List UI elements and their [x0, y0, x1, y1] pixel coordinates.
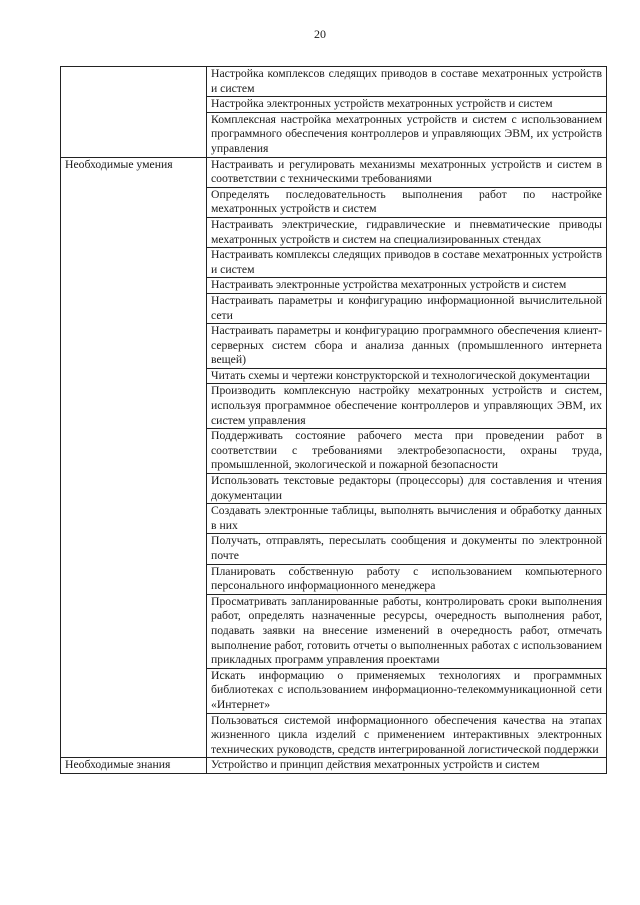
requirement-text: Настройка электронных устройств мехатронных устройств и систем — [211, 97, 553, 111]
requirements-table — [60, 66, 607, 774]
requirement-cell — [207, 97, 607, 113]
requirement-text: Производить комплексную настройку мехатронных устройств и систем, используя программное обеспечение контроллеров и управляющих ЭВМ, их систем управления — [211, 384, 602, 427]
requirement-text: Создавать электронные таблицы, выполнять вычисления и обработку данных в них — [211, 504, 602, 532]
requirement-text: Просматривать запланированные работы, контролировать сроки выполнения работ, определять назначенные ресурсы, очередность выполнения работ, подавать заявки на внесение изменений в очередность работ, отмечать выполнение работ, готовить отчеты о выполненных работах с использованием прикладных программ управления проектами — [211, 594, 602, 667]
requirement-cell — [207, 324, 607, 369]
requirement-cell — [207, 713, 607, 758]
requirement-cell — [207, 187, 607, 217]
requirement-cell — [207, 668, 607, 713]
requirement-text: Поддерживать состояние рабочего места при проведении работ в соответствии с требованиями электробезопасности, охраны труда, промышленной, экологической и пожарной безопасности — [211, 429, 602, 472]
requirement-cell — [207, 534, 607, 564]
requirement-text: Настраивать параметры и конфигурацию программного обеспечения клиент-серверных систем сбора и анализа данных (промышленного интернета вещей) — [211, 324, 602, 367]
requirement-cell — [207, 504, 607, 534]
table-row — [61, 67, 607, 97]
requirement-cell — [207, 248, 607, 278]
requirement-text: Использовать текстовые редакторы (процессоры) для составления и чтения документации — [211, 474, 602, 502]
table-row — [61, 758, 607, 774]
requirement-cell — [207, 429, 607, 474]
requirement-text: Настраивать электронные устройства мехатронных устройств и систем — [211, 278, 567, 292]
requirement-text: Планировать собственную работу с использованием компьютерного персонального информационного менеджера — [211, 564, 602, 593]
requirement-text: Настраивать комплексы следящих приводов в составе мехатронных устройств и систем — [211, 248, 602, 276]
requirement-cell — [207, 384, 607, 429]
requirement-cell — [207, 112, 607, 157]
page-number: 20 — [314, 27, 326, 41]
requirement-text: Читать схемы и чертежи конструкторской и технологической документации — [211, 368, 590, 382]
section-label-cell — [61, 67, 207, 158]
requirement-cell — [207, 368, 607, 384]
requirement-text: Получать, отправлять, пересылать сообщения и документы по электронной почте — [211, 534, 602, 562]
requirement-text: Пользоваться системой информационного обеспечения качества на этапах жизненного цикла изделий с применением интерактивных электронных технических руководств, средств интегрированной логистической поддержки — [211, 713, 602, 756]
requirement-cell — [207, 594, 607, 668]
section-label: Необходимые умения — [65, 157, 173, 171]
section-label-cell — [61, 758, 207, 774]
requirement-cell — [207, 217, 607, 247]
requirement-cell — [207, 474, 607, 504]
requirement-text: Искать информацию о применяемых технологиях и программных библиотеках с использованием информационно-телекоммуникационной сети «Интернет» — [211, 668, 602, 711]
requirement-text: Настраивать и регулировать механизмы мехатронных устройств и систем в соответствии с техническими требованиями — [211, 157, 602, 186]
requirement-text: Комплексная настройка мехатронных устройств и систем с использованием программного обеспечения контроллеров и управляющих ЭВМ, их устройств управления — [211, 112, 602, 155]
table-row — [61, 157, 607, 187]
requirement-text: Настройка комплексов следящих приводов в составе мехатронных устройств и систем — [211, 67, 602, 95]
requirement-cell — [207, 564, 607, 594]
section-label: Необходимые знания — [65, 758, 171, 772]
requirement-cell — [207, 157, 607, 187]
requirement-cell — [207, 278, 607, 294]
requirement-cell — [207, 758, 607, 774]
requirement-text: Устройство и принцип действия мехатронных устройств и систем — [211, 758, 540, 772]
requirement-text: Определять последовательность выполнения работ по настройке мехатронных устройств и систем — [211, 187, 602, 216]
section-label-cell — [61, 157, 207, 758]
requirement-cell — [207, 67, 607, 97]
table-body — [61, 67, 607, 774]
requirement-text: Настраивать параметры и конфигурацию информационной вычислительной сети — [211, 293, 602, 322]
requirement-text: Настраивать электрические, гидравлические и пневматические приводы мехатронных устройств и систем на специализированных стендах — [211, 217, 602, 246]
requirement-cell — [207, 293, 607, 323]
